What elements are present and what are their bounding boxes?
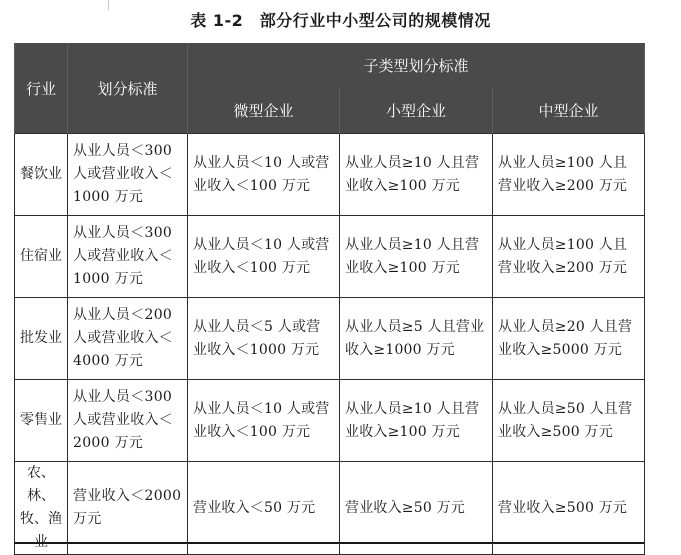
header-small: 小型企业 [340, 88, 493, 134]
header-subtype-group: 子类型划分标准 [188, 43, 645, 88]
table-header [15, 43, 645, 134]
cell-criterion: 从业人员＜300人或营业收入＜2000 万元 [68, 380, 188, 462]
cell-small: 从业人员≥10 人且营业收入≥100 万元 [340, 134, 493, 216]
table-row [15, 298, 645, 380]
cell-small: 从业人员≥10 人且营业收入≥100 万元 [340, 216, 493, 298]
cell-micro: 从业人员＜10 人或营业收入＜100 万元 [188, 380, 340, 462]
cell-criterion: 从业人员＜200人或营业收入＜4000 万元 [68, 298, 188, 380]
cell-micro: 从业人员＜10 人或营业收入＜100 万元 [188, 216, 340, 298]
cell-industry: 农、林、牧、渔业 [15, 462, 68, 555]
cell-micro: 营业收入＜50 万元 [188, 462, 340, 555]
cell-industry: 零售业 [15, 380, 68, 462]
cell-medium: 从业人员≥50 人且营业收入≥500 万元 [493, 380, 645, 462]
table-body [15, 134, 645, 555]
header-criterion: 划分标准 [68, 43, 188, 134]
cell-medium: 从业人员≥20 人且营业收入≥5000 万元 [493, 298, 645, 380]
cell-criterion: 从业人员＜300人或营业收入＜1000 万元 [68, 216, 188, 298]
table-row [15, 380, 645, 462]
cell-medium: 从业人员≥100 人且营业收入≥200 万元 [493, 134, 645, 216]
cell-industry: 批发业 [15, 298, 68, 380]
cell-industry: 住宿业 [15, 216, 68, 298]
cell-small: 从业人员≥5 人且营业收入≥1000 万元 [340, 298, 493, 380]
cell-medium: 营业收入≥500 万元 [493, 462, 645, 555]
header-medium: 中型企业 [493, 88, 645, 134]
cell-criterion: 营业收入＜2000 万元 [68, 462, 188, 555]
cell-industry: 餐饮业 [15, 134, 68, 216]
table-row [15, 134, 645, 216]
cell-micro: 从业人员＜10 人或营业收入＜100 万元 [188, 134, 340, 216]
cell-medium: 从业人员≥100 人且营业收入≥200 万元 [493, 216, 645, 298]
cell-micro: 从业人员＜5 人或营业收入＜1000 万元 [188, 298, 340, 380]
table-row [15, 462, 645, 555]
table-title: 表 1-2 部分行业中小型公司的规模情况 [190, 11, 491, 30]
table-row [15, 216, 645, 298]
scale-table [14, 43, 645, 555]
cell-criterion: 从业人员＜300人或营业收入＜1000 万元 [68, 134, 188, 216]
table-bottom-rule [14, 542, 644, 544]
header-micro: 微型企业 [188, 88, 340, 134]
scale-table-container [14, 43, 644, 555]
cell-small: 从业人员≥10 人且营业收入≥100 万元 [340, 380, 493, 462]
header-industry: 行业 [15, 43, 68, 134]
cell-small: 营业收入≥50 万元 [340, 462, 493, 555]
